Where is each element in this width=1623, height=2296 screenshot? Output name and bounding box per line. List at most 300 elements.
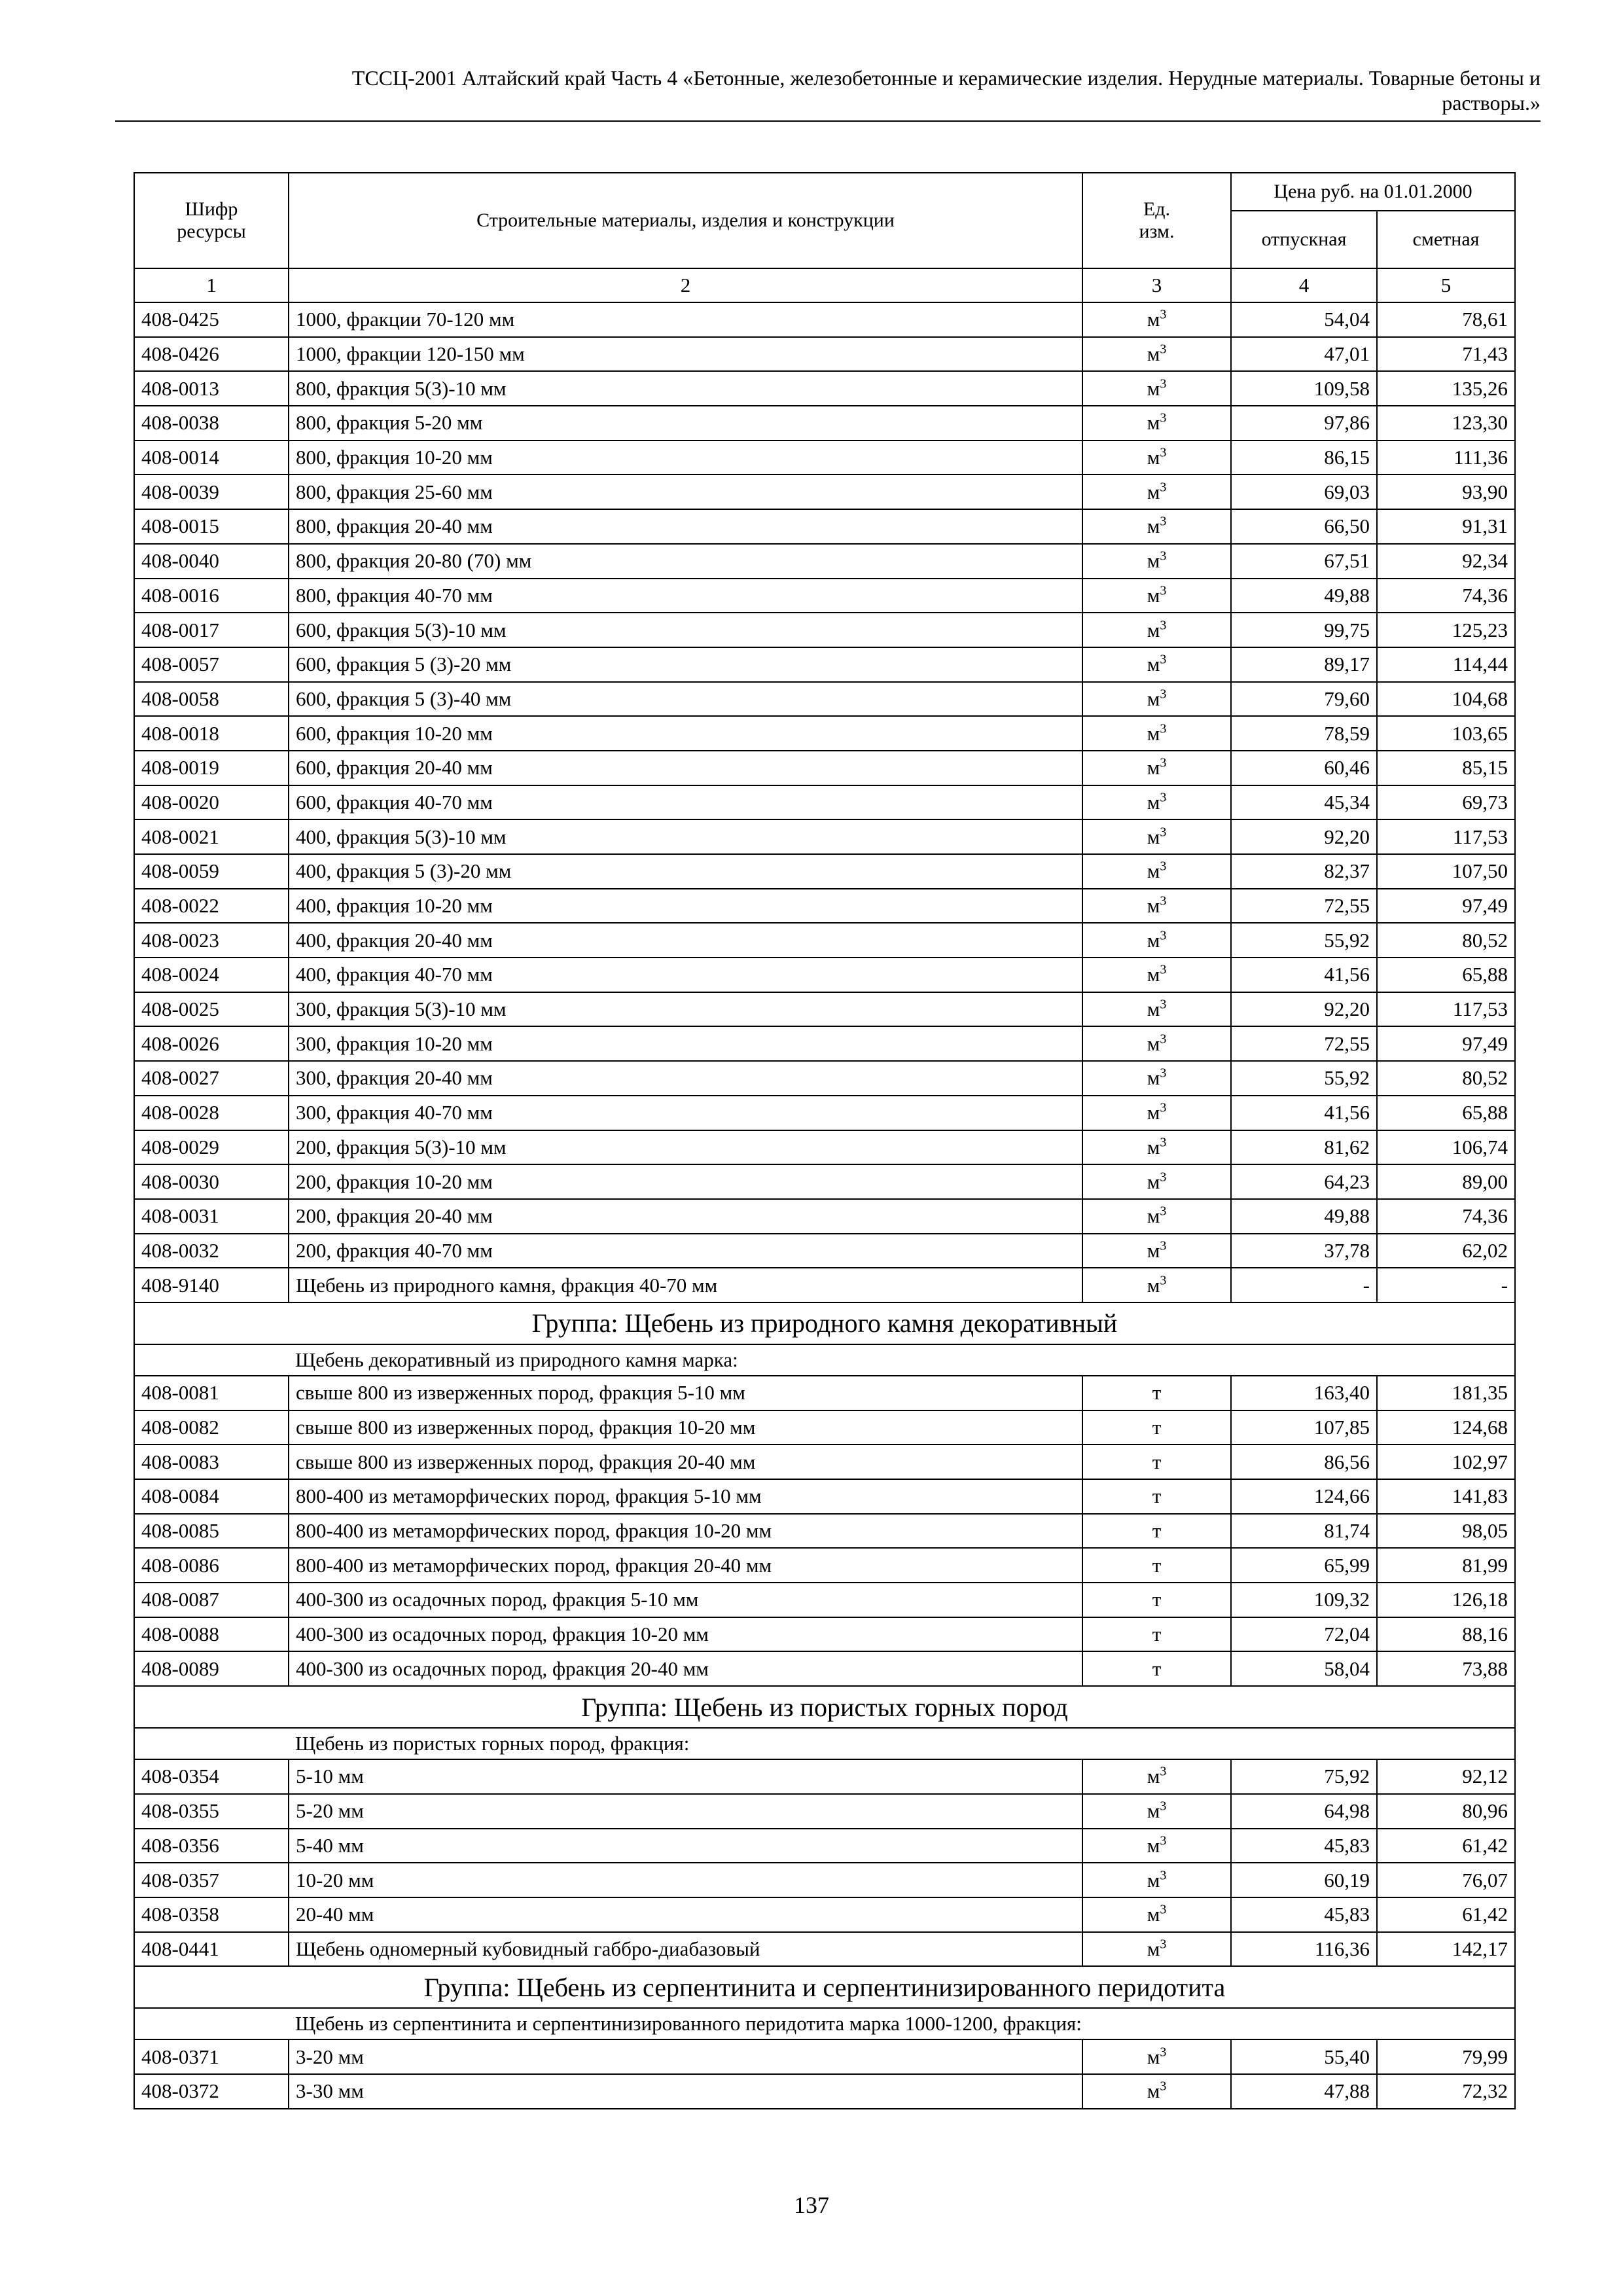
unit-exponent: 3: [1160, 445, 1167, 460]
resource-code: 408-0358: [134, 1897, 289, 1932]
estimate-price: 117,53: [1377, 992, 1515, 1027]
unit: м: [1147, 653, 1160, 676]
estimate-price: 107,50: [1377, 854, 1515, 889]
group-heading-row: [134, 1686, 1515, 1728]
estimate-price: 106,74: [1377, 1130, 1515, 1165]
table-row: [134, 1130, 1515, 1165]
unit-cell: [1082, 544, 1231, 579]
unit: м: [1147, 859, 1160, 883]
unit: м: [1147, 2079, 1160, 2103]
resource-code: 408-0027: [134, 1061, 289, 1096]
unit-cell: [1082, 1164, 1231, 1199]
col-number: 2: [289, 268, 1082, 302]
unit: м: [1147, 549, 1160, 573]
unit-exponent: 3: [1160, 1100, 1167, 1115]
group-heading: Группа: Щебень из серпентинита и серпентинизированного перидотита: [134, 1966, 1515, 2008]
table-row: [134, 475, 1515, 509]
unit-cell: [1082, 785, 1231, 820]
col-number: 5: [1377, 268, 1515, 302]
resource-code: 408-0013: [134, 371, 289, 406]
resource-code: 408-0059: [134, 854, 289, 889]
table-row: [134, 1932, 1515, 1967]
group-subtitle-row: [134, 1344, 1515, 1376]
release-price: 60,46: [1231, 751, 1377, 785]
group-heading: Группа: Щебень из пористых горных пород: [134, 1686, 1515, 1728]
material-name: свыше 800 из изверженных пород, фракция 10-20 мм: [289, 1410, 1082, 1445]
material-name: 800, фракция 25-60 мм: [289, 475, 1082, 509]
unit-cell: [1082, 923, 1231, 958]
material-name: 1000, фракции 70-120 мм: [289, 302, 1082, 337]
estimate-price: -: [1377, 1268, 1515, 1302]
table-body: [134, 302, 1515, 2109]
estimate-price: 97,49: [1377, 1026, 1515, 1061]
unit-cell: [1082, 613, 1231, 647]
subtitle-code-cell: [134, 1344, 289, 1376]
resource-code: 408-0016: [134, 579, 289, 613]
estimate-price: 80,52: [1377, 1061, 1515, 1096]
release-price: 45,83: [1231, 1829, 1377, 1863]
unit-exponent: 3: [1160, 376, 1167, 391]
unit-exponent: 3: [1160, 342, 1167, 357]
estimate-price: 92,34: [1377, 544, 1515, 579]
unit-cell: [1082, 992, 1231, 1027]
unit-cell: [1082, 302, 1231, 337]
release-price: 92,20: [1231, 992, 1377, 1027]
unit-cell: [1082, 1444, 1231, 1479]
table-row: [134, 1514, 1515, 1549]
subtitle-code-cell: [134, 2008, 289, 2039]
estimate-price: 135,26: [1377, 371, 1515, 406]
unit-cell: [1082, 1130, 1231, 1165]
resource-code: 408-0082: [134, 1410, 289, 1445]
estimate-price: 124,68: [1377, 1410, 1515, 1445]
material-name: 20-40 мм: [289, 1897, 1082, 1932]
release-price: 55,92: [1231, 923, 1377, 958]
col-header-unit-text: Ед. изм.: [1139, 198, 1175, 242]
estimate-price: 91,31: [1377, 509, 1515, 544]
release-price: 86,56: [1231, 1444, 1377, 1479]
resource-code: 408-0087: [134, 1583, 289, 1617]
table-row: [134, 1268, 1515, 1302]
unit: м: [1147, 963, 1160, 986]
unit-exponent: 3: [1160, 548, 1167, 564]
resource-code: 408-0015: [134, 509, 289, 544]
resource-code: 408-0014: [134, 440, 289, 475]
unit-cell: [1082, 1932, 1231, 1967]
estimate-price: 103,65: [1377, 716, 1515, 751]
unit: м: [1147, 411, 1160, 435]
release-price: 116,36: [1231, 1932, 1377, 1967]
material-name: 600, фракция 40-70 мм: [289, 785, 1082, 820]
resource-code: 408-0081: [134, 1376, 289, 1410]
estimate-price: 104,68: [1377, 682, 1515, 717]
resource-code: 408-0426: [134, 337, 289, 372]
unit-exponent: 3: [1160, 2079, 1167, 2094]
unit: т: [1152, 1553, 1162, 1577]
unit: т: [1152, 1484, 1162, 1508]
unit: м: [1147, 514, 1160, 538]
table-row: [134, 371, 1515, 406]
unit-cell: [1082, 1376, 1231, 1410]
material-name: Щебень одномерный кубовидный габбро-диабазовый: [289, 1932, 1082, 1967]
unit-cell: [1082, 1410, 1231, 1445]
table-row: [134, 1583, 1515, 1617]
resource-code: 408-0372: [134, 2074, 289, 2109]
unit-exponent: 3: [1160, 1765, 1167, 1780]
release-price: 58,04: [1231, 1651, 1377, 1686]
table-row: [134, 337, 1515, 372]
release-price: 49,88: [1231, 1199, 1377, 1234]
resource-code: 408-0038: [134, 406, 289, 440]
resource-code: 408-0441: [134, 1932, 289, 1967]
material-name: 3-20 мм: [289, 2039, 1082, 2074]
resource-code: 408-0084: [134, 1479, 289, 1514]
estimate-price: 93,90: [1377, 475, 1515, 509]
release-price: 45,83: [1231, 1897, 1377, 1932]
unit-cell: [1082, 371, 1231, 406]
release-price: 72,55: [1231, 889, 1377, 924]
unit-cell: [1082, 958, 1231, 992]
release-price: 163,40: [1231, 1376, 1377, 1410]
table-row: [134, 1548, 1515, 1583]
group-heading-row: [134, 1302, 1515, 1344]
unit-cell: [1082, 1514, 1231, 1549]
unit: м: [1147, 1238, 1160, 1262]
unit: м: [1147, 1868, 1160, 1892]
table-row: [134, 544, 1515, 579]
unit-cell: [1082, 406, 1231, 440]
unit-cell: [1082, 1548, 1231, 1583]
unit: м: [1147, 376, 1160, 400]
estimate-price: 81,99: [1377, 1548, 1515, 1583]
material-name: 200, фракция 5(3)-10 мм: [289, 1130, 1082, 1165]
material-name: 400, фракция 40-70 мм: [289, 958, 1082, 992]
table-row: [134, 1794, 1515, 1829]
release-price: 55,40: [1231, 2039, 1377, 2074]
unit-exponent: 3: [1160, 1066, 1167, 1081]
estimate-price: 78,61: [1377, 302, 1515, 337]
group-subtitle: Щебень декоративный из природного камня марка:: [289, 1344, 1515, 1376]
table-row: [134, 992, 1515, 1027]
material-name: 800, фракция 5-20 мм: [289, 406, 1082, 440]
unit-exponent: 3: [1160, 1799, 1167, 1814]
unit-cell: [1082, 440, 1231, 475]
resource-code: 408-0086: [134, 1548, 289, 1583]
table-row: [134, 958, 1515, 992]
table-row: [134, 1376, 1515, 1410]
unit-cell: [1082, 751, 1231, 785]
table-row: [134, 1061, 1515, 1096]
estimate-price: 98,05: [1377, 1514, 1515, 1549]
release-price: 86,15: [1231, 440, 1377, 475]
unit-exponent: 3: [1160, 1273, 1167, 1288]
material-name: 300, фракция 10-20 мм: [289, 1026, 1082, 1061]
subtitle-code-cell: [134, 1728, 289, 1759]
estimate-price: 65,88: [1377, 1096, 1515, 1130]
table-row: [134, 1164, 1515, 1199]
unit: м: [1147, 687, 1160, 710]
release-price: 64,98: [1231, 1794, 1377, 1829]
table-row: [134, 1617, 1515, 1652]
unit-exponent: 3: [1160, 583, 1167, 598]
release-price: -: [1231, 1268, 1377, 1302]
table-row: [134, 1410, 1515, 1445]
release-price: 79,60: [1231, 682, 1377, 717]
unit-exponent: 3: [1160, 1902, 1167, 1917]
table-row: [134, 682, 1515, 717]
table-row: [134, 889, 1515, 924]
unit: м: [1147, 894, 1160, 918]
unit: м: [1147, 618, 1160, 641]
resource-code: 408-0085: [134, 1514, 289, 1549]
resource-code: 408-0022: [134, 889, 289, 924]
unit: м: [1147, 1273, 1160, 1297]
release-price: 97,86: [1231, 406, 1377, 440]
material-name: 600, фракция 5 (3)-20 мм: [289, 647, 1082, 682]
material-name: свыше 800 из изверженных пород, фракция 5-10 мм: [289, 1376, 1082, 1410]
col-header-name: Строительные материалы, изделия и конструкции: [289, 173, 1082, 268]
table-row: [134, 751, 1515, 785]
release-price: 82,37: [1231, 854, 1377, 889]
col-header-release: отпускная: [1231, 211, 1377, 268]
material-name: 400, фракция 5(3)-10 мм: [289, 819, 1082, 854]
resource-code: 408-0058: [134, 682, 289, 717]
resource-code: 408-0030: [134, 1164, 289, 1199]
unit: м: [1147, 1101, 1160, 1124]
unit-cell: [1082, 1617, 1231, 1652]
unit-exponent: 3: [1160, 1135, 1167, 1150]
unit-cell: [1082, 2074, 1231, 2109]
unit: т: [1152, 1588, 1162, 1611]
unit-exponent: 3: [1160, 1833, 1167, 1848]
estimate-price: 89,00: [1377, 1164, 1515, 1199]
resource-code: 408-0023: [134, 923, 289, 958]
unit: м: [1147, 1170, 1160, 1193]
unit: м: [1147, 583, 1160, 607]
table-row: [134, 1026, 1515, 1061]
estimate-price: 80,96: [1377, 1794, 1515, 1829]
unit-cell: [1082, 819, 1231, 854]
unit-exponent: 3: [1160, 618, 1167, 633]
estimate-price: 117,53: [1377, 819, 1515, 854]
estimate-price: 71,43: [1377, 337, 1515, 372]
material-name: 800, фракция 10-20 мм: [289, 440, 1082, 475]
unit-exponent: 3: [1160, 997, 1167, 1012]
unit: м: [1147, 2045, 1160, 2068]
unit-cell: [1082, 1026, 1231, 1061]
material-name: 400, фракция 10-20 мм: [289, 889, 1082, 924]
group-subtitle: Щебень из пористых горных пород, фракция:: [289, 1728, 1515, 1759]
unit-exponent: 3: [1160, 790, 1167, 805]
unit-cell: [1082, 579, 1231, 613]
unit: м: [1147, 997, 1160, 1021]
unit: м: [1147, 1031, 1160, 1055]
estimate-price: 69,73: [1377, 785, 1515, 820]
resource-code: 408-0025: [134, 992, 289, 1027]
resource-code: 408-0029: [134, 1130, 289, 1165]
resource-code: 408-0083: [134, 1444, 289, 1479]
material-name: 200, фракция 20-40 мм: [289, 1199, 1082, 1234]
table-row: [134, 1651, 1515, 1686]
unit-exponent: 3: [1160, 514, 1167, 529]
table-row: [134, 1096, 1515, 1130]
release-price: 81,74: [1231, 1514, 1377, 1549]
release-price: 47,01: [1231, 337, 1377, 372]
unit-cell: [1082, 1863, 1231, 1897]
release-price: 99,75: [1231, 613, 1377, 647]
release-price: 64,23: [1231, 1164, 1377, 1199]
release-price: 81,62: [1231, 1130, 1377, 1165]
estimate-price: 123,30: [1377, 406, 1515, 440]
unit-exponent: 3: [1160, 480, 1167, 495]
estimate-price: 102,97: [1377, 1444, 1515, 1479]
table-row: [134, 854, 1515, 889]
material-name: 5-20 мм: [289, 1794, 1082, 1829]
release-price: 41,56: [1231, 1096, 1377, 1130]
table-row: [134, 1897, 1515, 1932]
material-name: 800-400 из метаморфических пород, фракция 5-10 мм: [289, 1479, 1082, 1514]
table-row: [134, 579, 1515, 613]
release-price: 37,78: [1231, 1234, 1377, 1268]
table-row: [134, 923, 1515, 958]
unit-exponent: 3: [1160, 687, 1167, 702]
material-name: 400, фракция 5 (3)-20 мм: [289, 854, 1082, 889]
estimate-price: 141,83: [1377, 1479, 1515, 1514]
unit-cell: [1082, 1759, 1231, 1794]
table-row: [134, 819, 1515, 854]
unit: м: [1147, 1799, 1160, 1823]
group-subtitle-row: [134, 1728, 1515, 1759]
unit-exponent: 3: [1160, 1170, 1167, 1185]
resource-code: 408-0039: [134, 475, 289, 509]
unit-exponent: 3: [1160, 1937, 1167, 1952]
unit-exponent: 3: [1160, 2045, 1167, 2060]
release-price: 60,19: [1231, 1863, 1377, 1897]
group-subtitle-row: [134, 2008, 1515, 2039]
unit: м: [1147, 1135, 1160, 1158]
release-price: 107,85: [1231, 1410, 1377, 1445]
resource-code: 408-0032: [134, 1234, 289, 1268]
resource-code: 408-0088: [134, 1617, 289, 1652]
unit-exponent: 3: [1160, 652, 1167, 667]
estimate-price: 73,88: [1377, 1651, 1515, 1686]
unit-exponent: 3: [1160, 1238, 1167, 1253]
unit-exponent: 3: [1160, 721, 1167, 736]
material-name: 600, фракция 10-20 мм: [289, 716, 1082, 751]
material-name: 800-400 из метаморфических пород, фракция 20-40 мм: [289, 1548, 1082, 1583]
table-row: [134, 406, 1515, 440]
estimate-price: 65,88: [1377, 958, 1515, 992]
column-number-row: [134, 268, 1515, 302]
table-row: [134, 1863, 1515, 1897]
table-row: [134, 440, 1515, 475]
col-number: 4: [1231, 268, 1377, 302]
material-name: 300, фракция 40-70 мм: [289, 1096, 1082, 1130]
release-price: 54,04: [1231, 302, 1377, 337]
unit: м: [1147, 825, 1160, 848]
unit-cell: [1082, 1651, 1231, 1686]
col-number: 3: [1082, 268, 1231, 302]
release-price: 72,04: [1231, 1617, 1377, 1652]
resource-code: 408-0021: [134, 819, 289, 854]
unit-exponent: 3: [1160, 1868, 1167, 1883]
resource-code: 408-0026: [134, 1026, 289, 1061]
col-header-unit: [1082, 173, 1231, 268]
unit: т: [1152, 1450, 1162, 1473]
resource-code: 408-9140: [134, 1268, 289, 1302]
group-heading-row: [134, 1966, 1515, 2008]
header-line-1: ТССЦ-2001 Алтайский край Часть 4 «Бетонные, железобетонные и керамические изделия. Нерудные материалы. Товарные бетоны и: [351, 66, 1541, 90]
unit-cell: [1082, 716, 1231, 751]
estimate-price: 126,18: [1377, 1583, 1515, 1617]
material-name: 300, фракция 20-40 мм: [289, 1061, 1082, 1096]
table-row: [134, 1479, 1515, 1514]
material-name: 400-300 из осадочных пород, фракция 5-10 мм: [289, 1583, 1082, 1617]
resource-code: 408-0040: [134, 544, 289, 579]
estimate-price: 61,42: [1377, 1829, 1515, 1863]
release-price: 67,51: [1231, 544, 1377, 579]
table-row: [134, 1199, 1515, 1234]
resource-code: 408-0357: [134, 1863, 289, 1897]
price-table: [134, 172, 1516, 2109]
material-name: 600, фракция 20-40 мм: [289, 751, 1082, 785]
table-row: [134, 509, 1515, 544]
unit: м: [1147, 790, 1160, 814]
estimate-price: 181,35: [1377, 1376, 1515, 1410]
col-header-code-text: Шифр ресурсы: [177, 198, 246, 242]
resource-code: 408-0425: [134, 302, 289, 337]
material-name: 800-400 из метаморфических пород, фракция 10-20 мм: [289, 1514, 1082, 1549]
release-price: 49,88: [1231, 579, 1377, 613]
unit: т: [1152, 1657, 1162, 1680]
estimate-price: 114,44: [1377, 647, 1515, 682]
unit-cell: [1082, 1794, 1231, 1829]
release-price: 89,17: [1231, 647, 1377, 682]
header-line-2: растворы.»: [1442, 91, 1541, 115]
resource-code: 408-0024: [134, 958, 289, 992]
material-name: 600, фракция 5 (3)-40 мм: [289, 682, 1082, 717]
material-name: 10-20 мм: [289, 1863, 1082, 1897]
estimate-price: 76,07: [1377, 1863, 1515, 1897]
unit: м: [1147, 446, 1160, 469]
material-name: 200, фракция 10-20 мм: [289, 1164, 1082, 1199]
col-header-estimate: сметная: [1377, 211, 1515, 268]
resource-code: 408-0356: [134, 1829, 289, 1863]
material-name: 5-40 мм: [289, 1829, 1082, 1863]
page-number: 137: [794, 2192, 829, 2218]
estimate-price: 97,49: [1377, 889, 1515, 924]
unit-exponent: 3: [1160, 411, 1167, 426]
estimate-price: 92,12: [1377, 1759, 1515, 1794]
material-name: 800, фракция 40-70 мм: [289, 579, 1082, 613]
unit: м: [1147, 1903, 1160, 1926]
release-price: 109,32: [1231, 1583, 1377, 1617]
unit-exponent: 3: [1160, 928, 1167, 943]
unit-cell: [1082, 1234, 1231, 1268]
unit-exponent: 3: [1160, 755, 1167, 770]
unit: м: [1147, 480, 1160, 503]
unit-exponent: 3: [1160, 308, 1167, 323]
unit-cell: [1082, 1583, 1231, 1617]
table-row: [134, 1759, 1515, 1794]
estimate-price: 62,02: [1377, 1234, 1515, 1268]
resource-code: 408-0371: [134, 2039, 289, 2074]
material-name: свыше 800 из изверженных пород, фракция 20-40 мм: [289, 1444, 1082, 1479]
material-name: 3-30 мм: [289, 2074, 1082, 2109]
estimate-price: 111,36: [1377, 440, 1515, 475]
unit: м: [1147, 1765, 1160, 1788]
release-price: 92,20: [1231, 819, 1377, 854]
